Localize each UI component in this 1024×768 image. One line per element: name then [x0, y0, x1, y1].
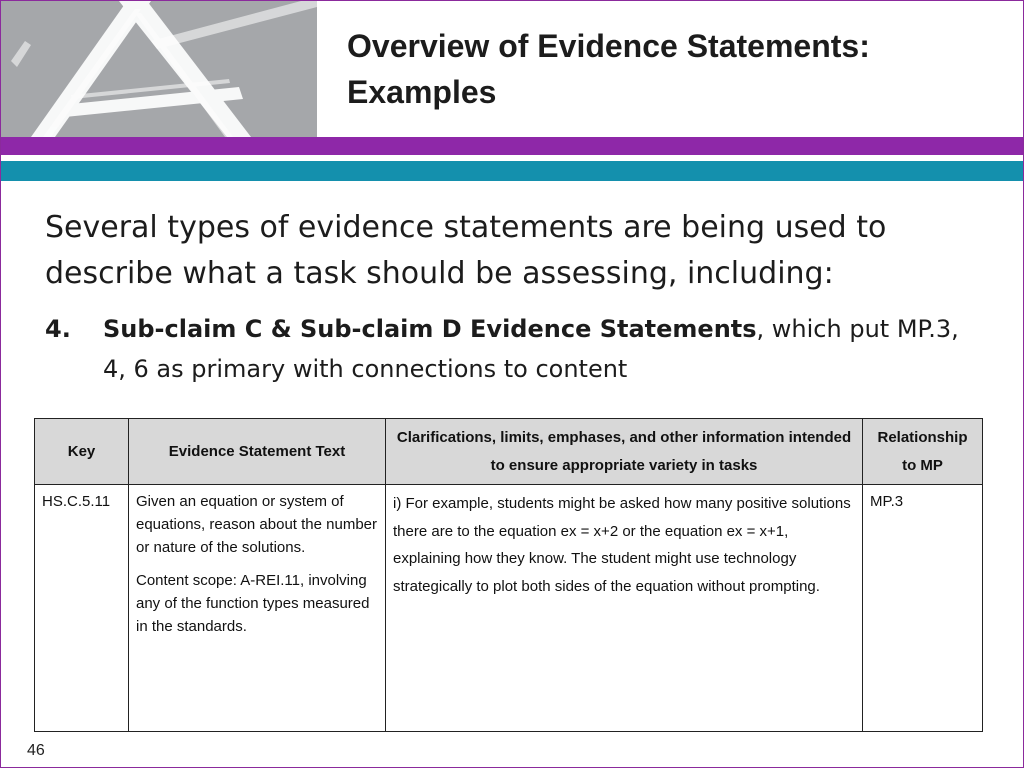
- teal-band: [1, 161, 1023, 181]
- cell-key: HS.C.5.11: [35, 485, 129, 732]
- cell-clarifications: i) For example, students might be asked how many positive solutions there are to the equation ex = x+2 or the equation ex = x+1, explaining how they know. The student might use technology strategically to plot both sides of the equation without prompting.: [386, 485, 863, 732]
- statement-paragraph-1: Given an equation or system of equations, reason about the number or nature of the solutions.: [136, 493, 378, 556]
- cell-statement-text: [129, 485, 386, 732]
- evidence-table: [34, 418, 983, 732]
- intro-text: Several types of evidence statements are being used to describe what a task should be assessing, including:: [45, 210, 887, 291]
- header-statement-text: Evidence Statement Text: [129, 419, 386, 485]
- header-relationship: Relationship to MP: [863, 419, 983, 485]
- logo: [1, 1, 317, 137]
- header-key: Key: [35, 419, 129, 485]
- title-line-1: Overview of Evidence Statements:: [347, 28, 870, 64]
- list-rest-text: , which put MP.3, 4, 6 as primary with connections to content: [103, 315, 959, 383]
- cell-relationship: MP.3: [863, 485, 983, 732]
- slide-title: [347, 23, 987, 115]
- header-clarifications: Clarifications, limits, emphases, and other information intended to ensure appropriate variety in tasks: [386, 419, 863, 485]
- table-row: [35, 485, 983, 732]
- title-line-2: Examples: [347, 74, 497, 110]
- page-number: 46: [27, 742, 45, 759]
- statement-paragraph-2: Content scope: A-REI.11, involving any of the function types measured in the standards.: [136, 572, 370, 635]
- list-number: 4.: [45, 315, 71, 343]
- list-text: [103, 309, 983, 389]
- brush-letter-a-icon: [1, 1, 317, 137]
- list-bold-text: Sub-claim C & Sub-claim D Evidence Statements: [103, 315, 757, 343]
- purple-band: [1, 137, 1023, 155]
- table-header-row: [35, 419, 983, 485]
